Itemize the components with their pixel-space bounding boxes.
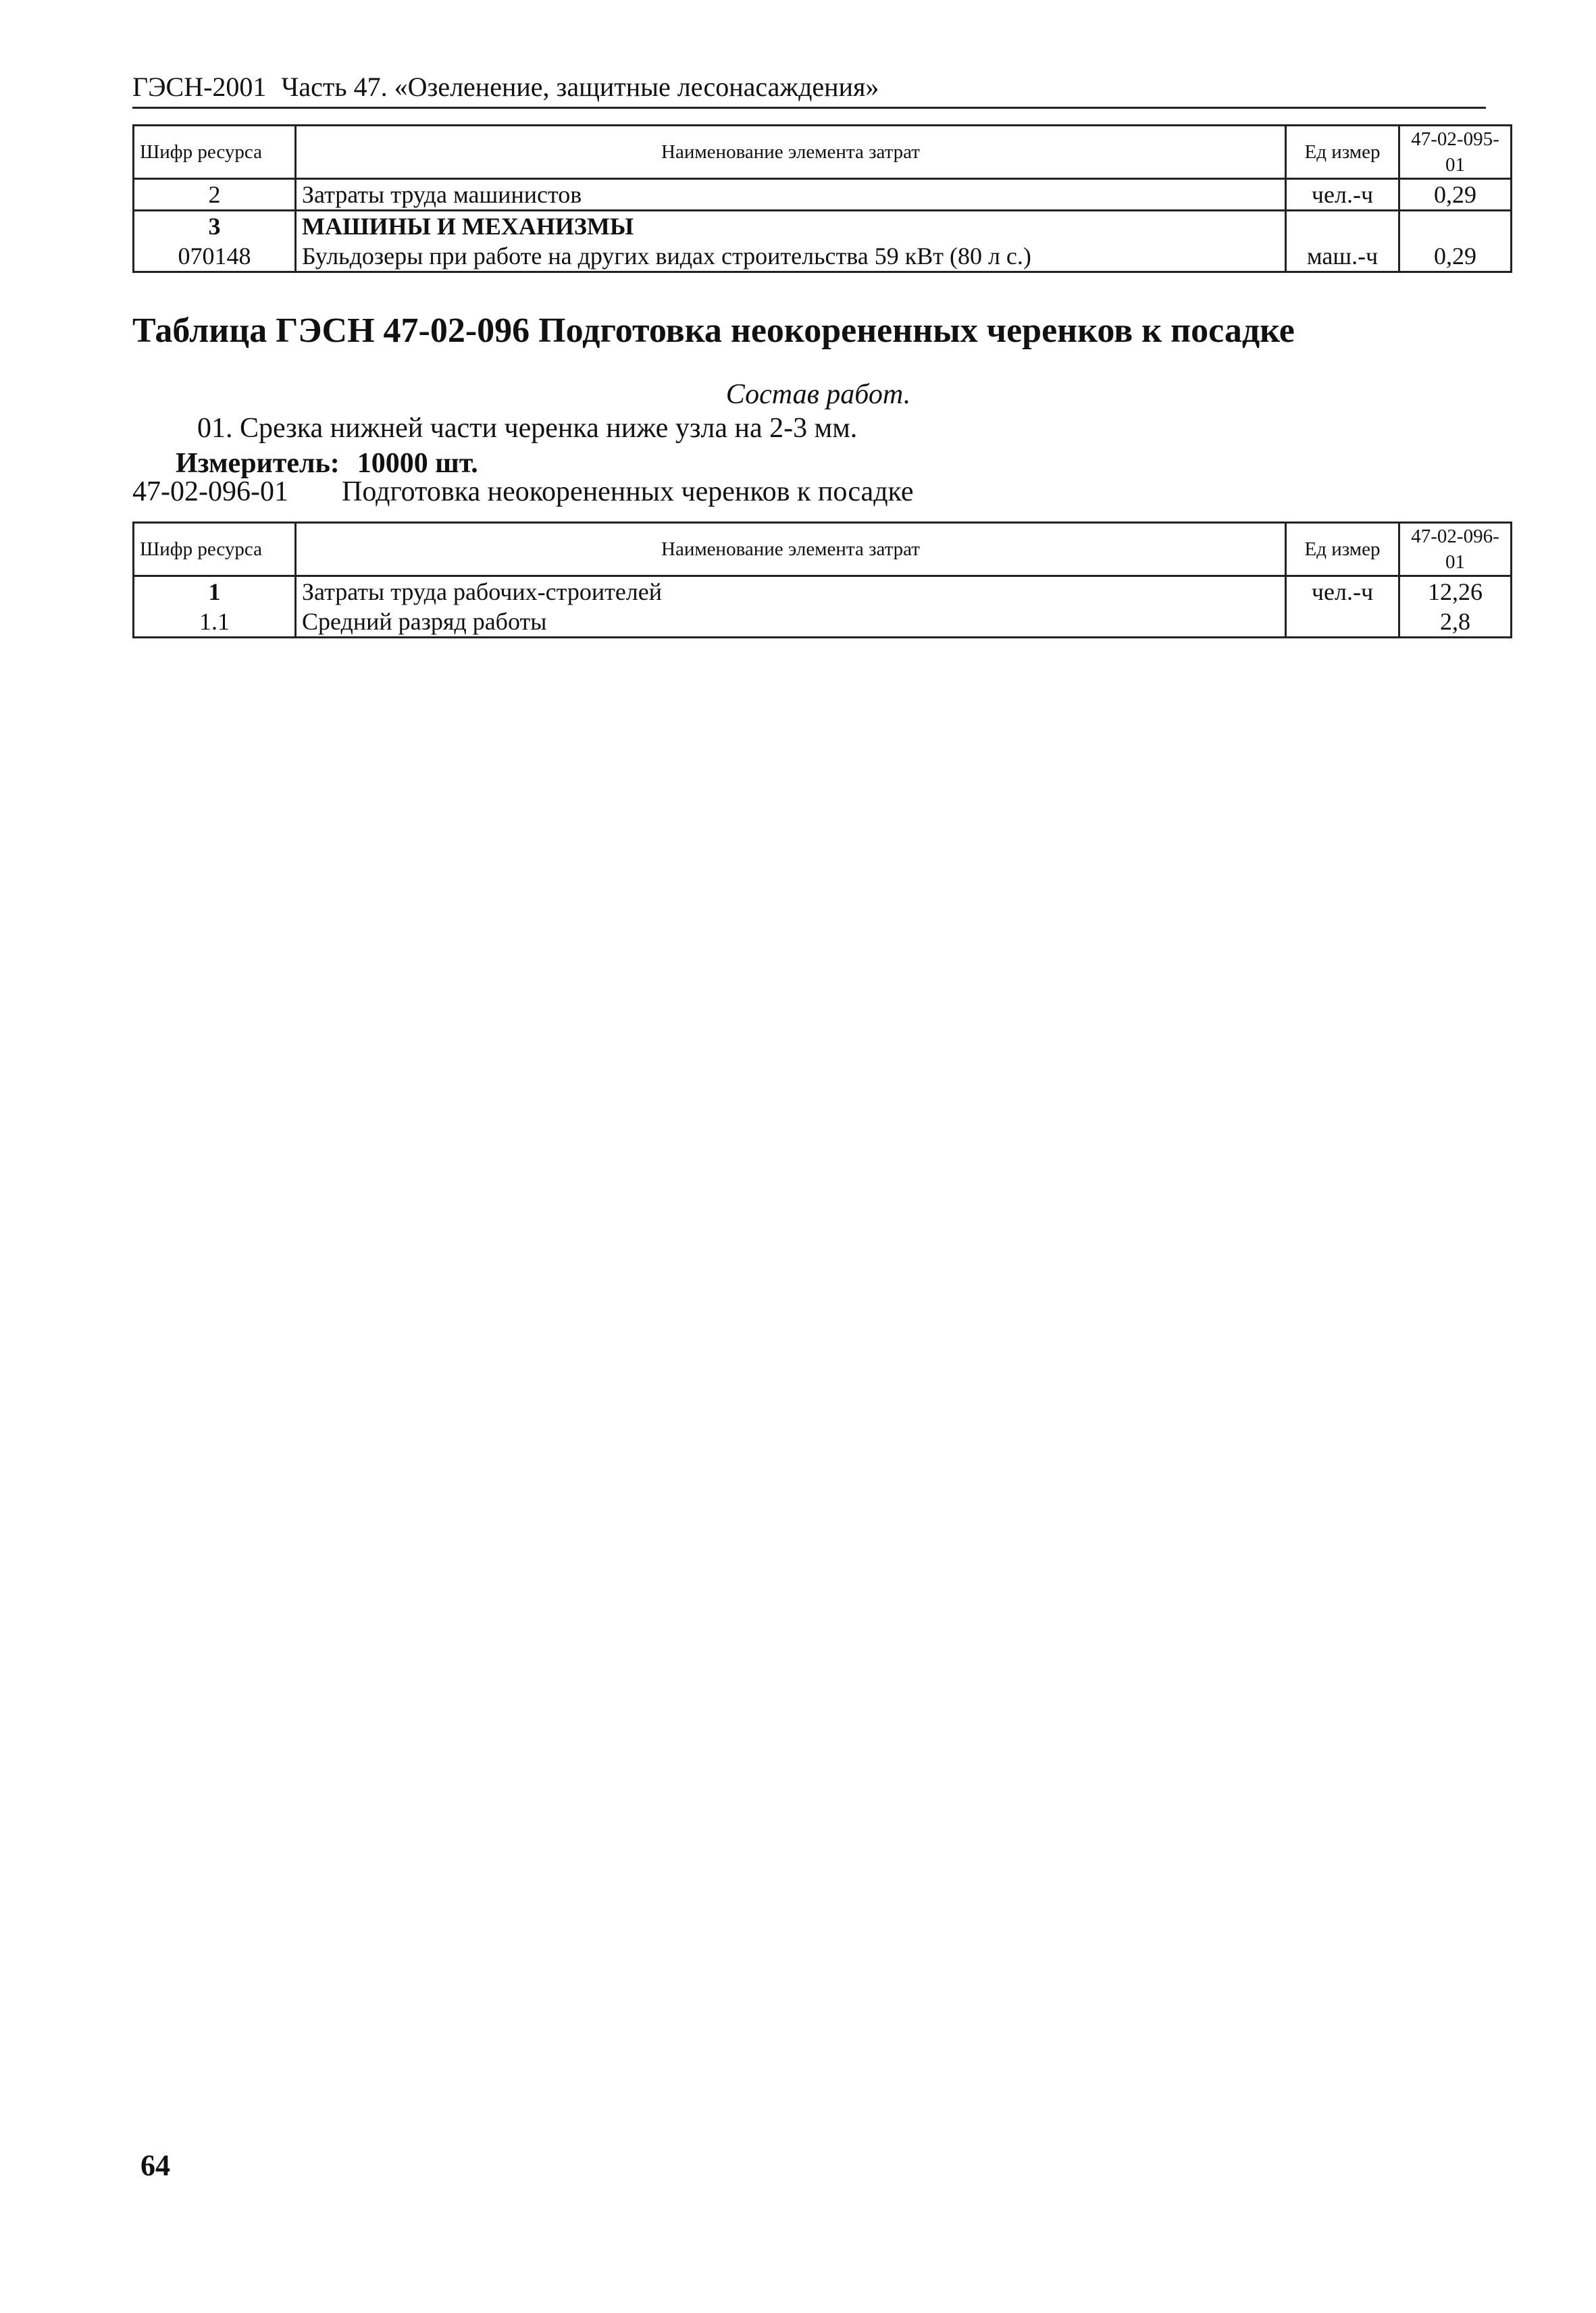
norm-name: Подготовка неокорененных черенков к посадке [342, 476, 914, 507]
row-name: Затраты труда машинистов [296, 179, 1286, 211]
table-row [134, 607, 1512, 638]
measure-label: Измеритель: [176, 448, 340, 479]
row-value: 2,8 [1399, 607, 1512, 638]
header-doc-code: ГЭСН-2001 [132, 72, 267, 102]
row-unit: чел.-ч [1286, 576, 1399, 607]
row-unit: чел.-ч [1286, 179, 1399, 211]
row-value: 12,26 [1399, 576, 1512, 607]
table-row [134, 211, 1512, 242]
row-name: Средний разряд работы [296, 607, 1286, 638]
table-header-row [134, 126, 1512, 179]
table-header-row [134, 523, 1512, 576]
table-row [134, 241, 1512, 272]
row-code: 1.1 [134, 607, 296, 638]
page-header [132, 70, 1486, 109]
row-value: 0,29 [1399, 179, 1512, 211]
table-row [134, 179, 1512, 211]
table-title: Таблица ГЭСН 47-02-096 Подготовка неокорененных черенков к посадке [132, 311, 1295, 350]
row-name: Затраты труда рабочих-строителей [296, 576, 1286, 607]
composition-title: Состав работ. [725, 379, 911, 410]
row-value: 0,29 [1399, 241, 1512, 272]
work-item: 01. Срезка нижней части черенка ниже узла на 2-3 мм. [197, 413, 858, 444]
resources-table-096 [132, 522, 1512, 638]
row-unit [1286, 211, 1399, 242]
page-number: 64 [140, 2149, 170, 2182]
row-code: 3 [134, 211, 296, 242]
header-code: Шифр ресурса [134, 126, 296, 179]
row-code: 070148 [134, 241, 296, 272]
measure-value: 10000 шт. [357, 448, 478, 479]
row-code: 2 [134, 179, 296, 211]
row-name: Бульдозеры при работе на других видах строительства 59 кВт (80 л с.) [296, 241, 1286, 272]
table-row [134, 576, 1512, 607]
row-unit [1286, 607, 1399, 638]
header-code: Шифр ресурса [134, 523, 296, 576]
row-value [1399, 211, 1512, 242]
header-part-title: Часть 47. «Озеленение, защитные лесонасаждения» [281, 72, 879, 102]
header-norm: 47-02-096-01 [1399, 523, 1512, 576]
row-name: МАШИНЫ И МЕХАНИЗМЫ [296, 211, 1286, 242]
resources-table-095 [132, 124, 1512, 273]
header-unit: Ед измер [1286, 126, 1399, 179]
norm-line [132, 474, 914, 509]
header-name: Наименование элемента затрат [296, 523, 1286, 576]
row-code: 1 [134, 576, 296, 607]
header-norm: 47-02-095-01 [1399, 126, 1512, 179]
header-name: Наименование элемента затрат [296, 126, 1286, 179]
header-unit: Ед измер [1286, 523, 1399, 576]
norm-code: 47-02-096-01 [132, 476, 288, 507]
row-unit: маш.-ч [1286, 241, 1399, 272]
